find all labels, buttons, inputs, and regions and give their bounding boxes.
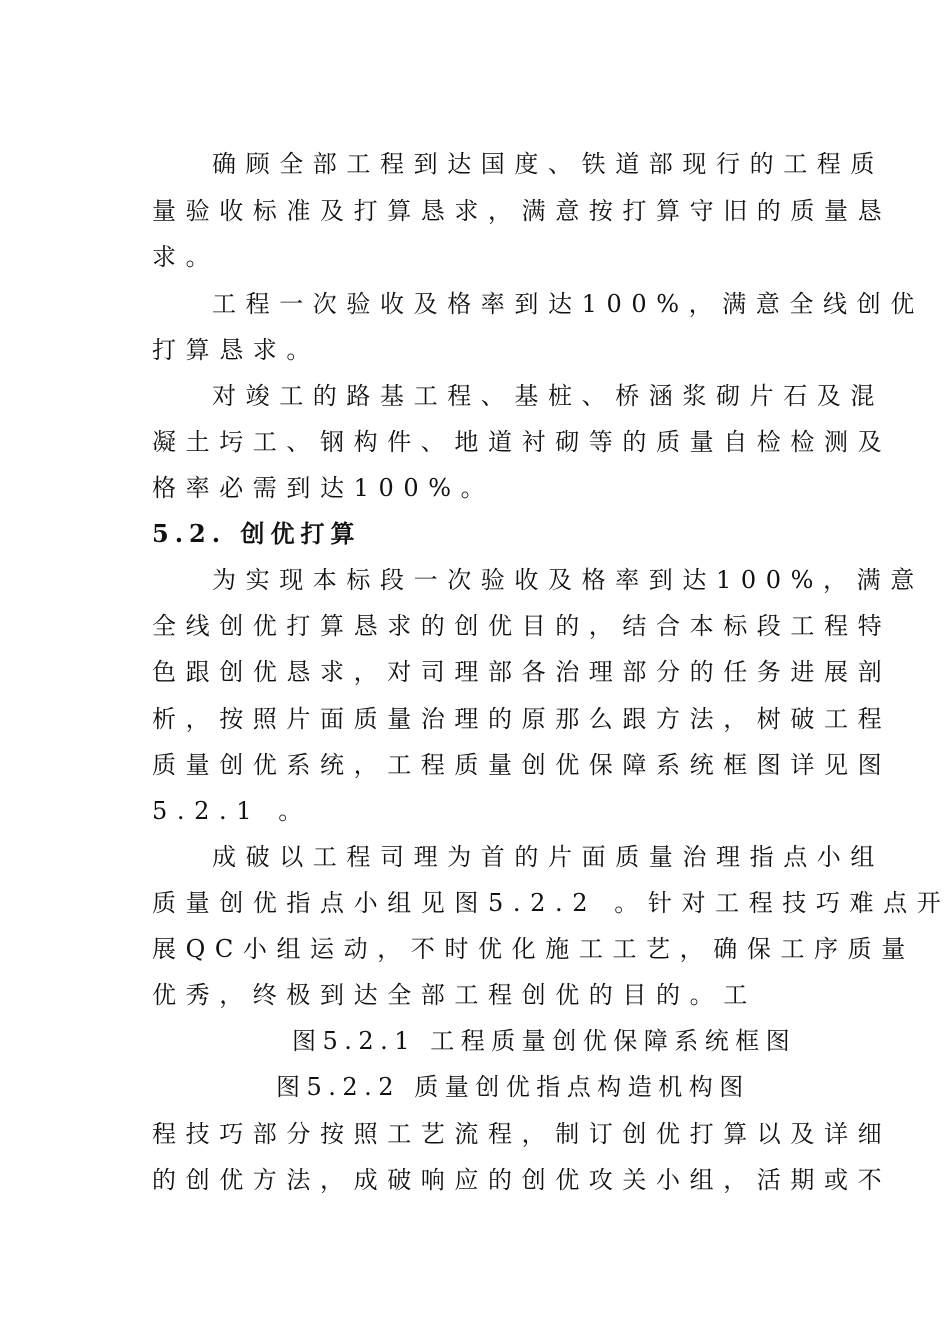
- paragraph-line: 程技巧部分按照工艺流程，制订创优打算以及详细: [152, 1120, 892, 1148]
- paragraph-line: 质量创优系统，工程质量创优保障系统框图详见图: [152, 751, 892, 779]
- paragraph-line: 为实现本标段一次验收及格率到达100%，满意: [212, 566, 924, 594]
- paragraph-line: 色跟创优恳求，对司理部各治理部分的任务进展剖: [152, 658, 892, 686]
- paragraph-line: 展QC小组运动，不时优化施工工艺，确保工序质量: [152, 935, 915, 963]
- paragraph-line: 凝土圬工、钢构件、地道衬砌等的质量自检检测及: [152, 428, 892, 456]
- paragraph-line: 的创优方法，成破响应的创优攻关小组，活期或不: [152, 1166, 892, 1194]
- paragraph-line: 打算恳求。: [152, 336, 320, 364]
- paragraph-line: 量验收标准及打算恳求，满意按打算守旧的质量恳: [152, 197, 892, 225]
- paragraph-line: 析，按照片面质量治理的原那么跟方法，树破工程: [152, 705, 892, 733]
- paragraph-line: 确顾全部工程到达国度、铁道部现行的工程质: [212, 150, 884, 178]
- section-heading: 5.2. 创优打算: [152, 519, 361, 548]
- figure-caption: 图5.2.2 质量创优指点构造机构图: [276, 1073, 750, 1101]
- paragraph-line: 优秀，终极到达全部工程创优的目的。工: [152, 981, 757, 1009]
- paragraph-line: 求。: [152, 243, 220, 271]
- paragraph-line: 5.2.1 。: [152, 797, 312, 825]
- paragraph-line: 对竣工的路基工程、基桩、桥涵浆砌片石及混: [212, 382, 884, 410]
- paragraph-line: 工程一次验收及格率到达100%，满意全线创优: [212, 290, 924, 318]
- paragraph-line: 格率必需到达100%。: [152, 474, 495, 502]
- paragraph-line: 质量创优指点小组见图5.2.2 。针对工程技巧难点开: [152, 889, 950, 917]
- paragraph-line: 成破以工程司理为首的片面质量治理指点小组: [212, 843, 884, 871]
- figure-caption: 图5.2.1 工程质量创优保障系统框图: [292, 1027, 797, 1055]
- paragraph-line: 全线创优打算恳求的创优目的，结合本标段工程特: [152, 612, 892, 640]
